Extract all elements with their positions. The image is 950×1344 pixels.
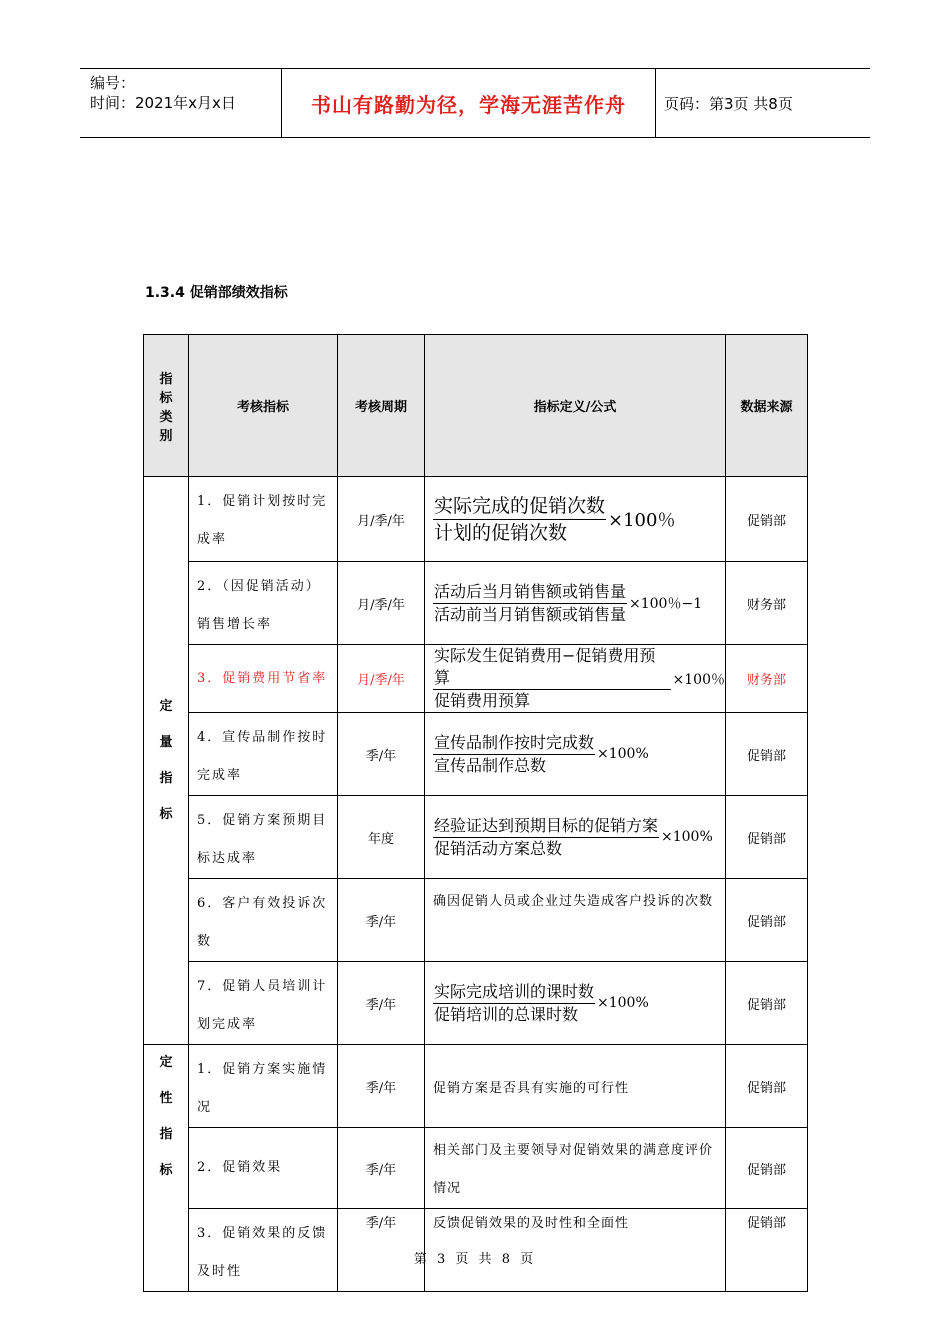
indicator-formula xyxy=(425,796,726,879)
header-meta xyxy=(90,73,236,113)
indicator-definition: 相关部门及主要领导对促销效果的满意度评价情况 xyxy=(425,1128,726,1209)
formula-numerator: 实际完成培训的课时数 xyxy=(433,981,595,1004)
indicator-source: 财务部 xyxy=(726,562,808,645)
indicator-period: 季/年 xyxy=(338,713,425,796)
category-char: 标 xyxy=(159,806,173,822)
indicator-source: 促销部 xyxy=(726,1045,808,1128)
table-row xyxy=(144,562,808,645)
formula-multiplier: ×100％−1 xyxy=(629,596,703,612)
formula-numerator: 实际发生促销费用−促销费用预算 xyxy=(433,645,671,690)
page-footer: 第 3 页 共 8 页 xyxy=(413,1252,537,1267)
indicator-period: 月/季/年 xyxy=(338,645,425,713)
kpi-table xyxy=(143,334,808,1292)
formula-denominator: 计划的促销次数 xyxy=(434,521,568,544)
indicator-name: 2．（因促销活动）销售增长率 xyxy=(189,562,338,645)
indicator-formula xyxy=(425,645,726,713)
formula-numerator: 活动后当月销售额或销售量 xyxy=(433,581,627,604)
formula-numerator: 经验证达到预期目标的促销方案 xyxy=(433,815,659,838)
indicator-source: 促销部 xyxy=(726,713,808,796)
indicator-formula xyxy=(425,562,726,645)
table-row xyxy=(144,796,808,879)
header-period: 考核周期 xyxy=(338,335,425,477)
category-char: 性 xyxy=(159,1091,173,1106)
header-page-info: 页码：第3页 共8页 xyxy=(664,94,793,113)
indicator-source: 促销部 xyxy=(726,1209,808,1292)
indicator-source: 促销部 xyxy=(726,1128,808,1209)
indicator-period: 季/年 xyxy=(338,1209,425,1292)
table-row xyxy=(144,645,808,713)
formula-denominator: 宣传品制作总数 xyxy=(434,755,547,775)
indicator-name: 3．促销效果的反馈及时性 xyxy=(189,1209,338,1292)
indicator-name: 5．促销方案预期目标达成率 xyxy=(189,796,338,879)
table-row xyxy=(144,713,808,796)
table-row xyxy=(144,477,808,562)
category-quantitative xyxy=(144,477,189,1045)
indicator-name: 3．促销费用节省率 xyxy=(189,645,338,713)
table-header-row xyxy=(144,335,808,477)
indicator-definition: 反馈促销效果的及时性和全面性 xyxy=(425,1209,726,1292)
document-time-label: 时间：2021年x月x日 xyxy=(90,94,236,112)
header-category-char: 别 xyxy=(159,428,173,444)
indicator-formula xyxy=(425,962,726,1045)
formula-numerator: 宣传品制作按时完成数 xyxy=(433,732,595,755)
indicator-name: 1．促销方案实施情况 xyxy=(189,1045,338,1128)
header-category-char: 指 xyxy=(159,371,173,387)
table-row xyxy=(144,1128,808,1209)
formula-denominator: 促销活动方案总数 xyxy=(434,838,563,858)
header-source: 数据来源 xyxy=(726,335,808,477)
category-char: 标 xyxy=(159,1163,173,1178)
indicator-period: 季/年 xyxy=(338,1128,425,1209)
formula-denominator: 促销培训的总课时数 xyxy=(434,1004,579,1024)
indicator-formula xyxy=(425,477,726,562)
indicator-definition: 促销方案是否具有实施的可行性 xyxy=(425,1045,726,1128)
indicator-period: 年度 xyxy=(338,796,425,879)
formula-numerator: 实际完成的促销次数 xyxy=(433,493,606,520)
table-row xyxy=(144,879,808,962)
indicator-source: 财务部 xyxy=(726,645,808,713)
header-divider xyxy=(655,69,656,137)
indicator-source: 促销部 xyxy=(726,879,808,962)
indicator-name: 2．促销效果 xyxy=(189,1128,338,1209)
indicator-period: 季/年 xyxy=(338,879,425,962)
formula-multiplier: ×100％ xyxy=(608,510,676,531)
formula-multiplier: ×100％ xyxy=(672,671,725,688)
category-char: 定 xyxy=(159,1055,173,1070)
indicator-source: 促销部 xyxy=(726,477,808,562)
category-char: 指 xyxy=(159,770,173,786)
indicator-source: 促销部 xyxy=(726,962,808,1045)
indicator-source: 促销部 xyxy=(726,796,808,879)
indicator-name: 7．促销人员培训计划完成率 xyxy=(189,962,338,1045)
formula-denominator: 活动前当月销售额或销售量 xyxy=(434,604,627,624)
document-number-label: 编号： xyxy=(90,74,136,92)
table-row xyxy=(144,962,808,1045)
page-header xyxy=(80,68,870,138)
section-title: 1.3.4 促销部绩效指标 xyxy=(145,285,288,301)
category-char: 定 xyxy=(159,698,173,714)
indicator-period: 季/年 xyxy=(338,962,425,1045)
formula-multiplier: ×100% xyxy=(661,829,713,845)
indicator-period: 月/季/年 xyxy=(338,562,425,645)
table-row xyxy=(144,1045,808,1128)
indicator-formula xyxy=(425,713,726,796)
header-category xyxy=(144,335,189,477)
header-motto: 书山有路勤为径，学海无涯苦作舟 xyxy=(311,92,626,117)
indicator-definition: 确因促销人员或企业过失造成客户投诉的次数 xyxy=(425,879,726,962)
header-indicator: 考核指标 xyxy=(189,335,338,477)
category-char: 指 xyxy=(159,1127,173,1142)
header-category-char: 类 xyxy=(159,409,173,425)
indicator-name: 1．促销计划按时完成率 xyxy=(189,477,338,562)
formula-multiplier: ×100% xyxy=(597,995,649,1011)
indicator-name: 4．宣传品制作按时完成率 xyxy=(189,713,338,796)
header-category-char: 标 xyxy=(159,390,173,406)
header-definition: 指标定义/公式 xyxy=(425,335,726,477)
formula-multiplier: ×100% xyxy=(597,746,649,762)
indicator-period: 季/年 xyxy=(338,1045,425,1128)
formula-denominator: 促销费用预算 xyxy=(434,691,531,710)
category-char: 量 xyxy=(159,734,173,750)
indicator-period: 月/季/年 xyxy=(338,477,425,562)
indicator-name: 6．客户有效投诉次数 xyxy=(189,879,338,962)
